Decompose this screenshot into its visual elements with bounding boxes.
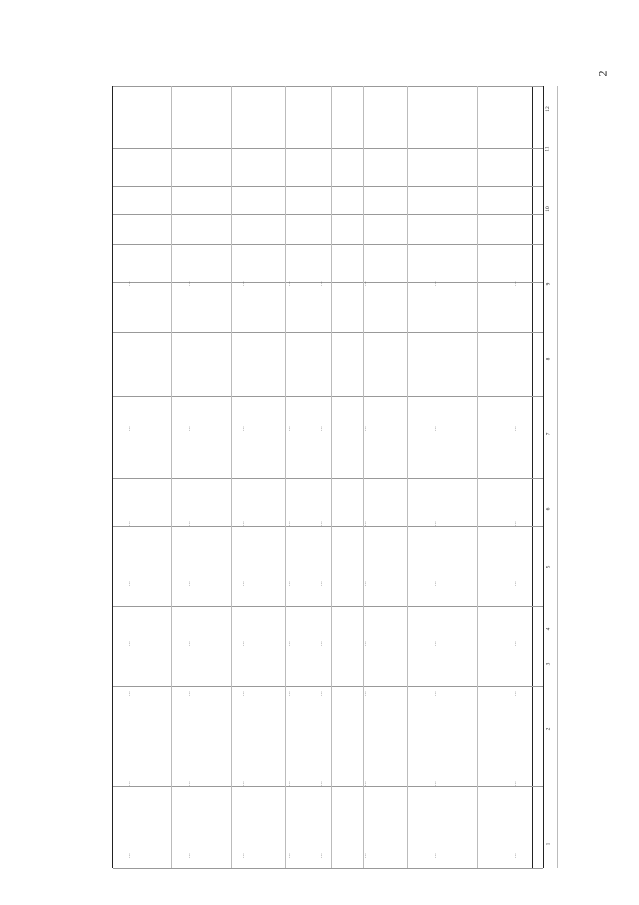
table-cell-end: … [287, 581, 292, 586]
row-separator [231, 86, 232, 868]
table-cell-result: … [433, 521, 438, 526]
table-cell-code: … [363, 426, 368, 431]
grid-line [113, 186, 543, 187]
table-cell-description: … [241, 781, 246, 786]
table-cell-end: … [319, 581, 324, 586]
table-cell-value: … [187, 281, 192, 286]
grid-line [113, 686, 543, 687]
table-cell-end: … [513, 581, 518, 586]
table-cell-result: … [127, 521, 132, 526]
table-cell-executor: … [363, 691, 368, 696]
row-separator [331, 86, 332, 868]
header-band [532, 86, 543, 868]
table-cell-description: … [433, 781, 438, 786]
table-cell-description: … [127, 781, 132, 786]
grid-line [113, 396, 543, 397]
table-cell-start: … [127, 641, 132, 646]
table-cell-executor: … [287, 691, 292, 696]
grid-line [113, 86, 543, 87]
column-header-number: 9 [545, 282, 552, 286]
table-cell-result: … [319, 521, 324, 526]
table-cell-description: … [513, 781, 518, 786]
column-header-number: 7 [545, 432, 552, 436]
table-cell-event: … [127, 853, 132, 858]
table-cell-start: … [513, 641, 518, 646]
table-cell-result: … [363, 521, 368, 526]
table-cell-result: … [241, 521, 246, 526]
table-cell-executor: … [513, 691, 518, 696]
table-cell-value: … [127, 281, 132, 286]
grid-line [113, 244, 543, 245]
table-cell-code: … [287, 426, 292, 431]
table-cell-start: … [187, 641, 192, 646]
table-cell-executor: … [127, 691, 132, 696]
table-cell-value: … [241, 281, 246, 286]
table-cell-result: … [287, 521, 292, 526]
table-cell-result: … [187, 521, 192, 526]
table-cell-start: … [287, 641, 292, 646]
table-cell-description: … [287, 781, 292, 786]
table-cell-value: … [513, 281, 518, 286]
column-header-number: 12 [544, 106, 551, 112]
table-cell-value: … [287, 281, 292, 286]
table-cell-end: … [127, 581, 132, 586]
table-cell-executor: … [433, 691, 438, 696]
table-cell-code: … [241, 426, 246, 431]
grid-line [113, 148, 543, 149]
grid-line [113, 526, 543, 527]
column-header-number: 6 [545, 507, 552, 511]
table-cell-start: … [241, 641, 246, 646]
table-cell-start: … [433, 641, 438, 646]
table-cell-code: … [319, 426, 324, 431]
table-cell-description: … [363, 781, 368, 786]
column-header-number: 1 [545, 842, 552, 846]
column-header-number: 3 [545, 662, 552, 666]
table-cell-value: … [363, 281, 368, 286]
table-cell-executor: … [319, 691, 324, 696]
column-header-number: 10 [544, 206, 551, 212]
data-table [112, 86, 552, 868]
table-cell-code: … [187, 426, 192, 431]
table-cell-end: … [363, 581, 368, 586]
column-header-number: 5 [545, 565, 552, 569]
row-separator [477, 86, 478, 868]
grid-line [113, 786, 543, 787]
table-cell-description: … [187, 781, 192, 786]
table-cell-event: … [241, 853, 246, 858]
row-separator [363, 86, 364, 868]
row-separator [285, 86, 286, 868]
table-cell-event: … [187, 853, 192, 858]
table-cell-event: … [319, 853, 324, 858]
table-cell-end: … [433, 581, 438, 586]
grid-line [113, 332, 543, 333]
page-number: 2 [595, 70, 610, 77]
table-cell-end: … [187, 581, 192, 586]
table-cell-result: … [513, 521, 518, 526]
table-cell-event: … [513, 853, 518, 858]
table-cell-event: … [287, 853, 292, 858]
table-cell-code: … [433, 426, 438, 431]
table-cell-end: … [241, 581, 246, 586]
table-cell-code: … [127, 426, 132, 431]
table-cell-start: … [363, 641, 368, 646]
table-cell-executor: … [187, 691, 192, 696]
grid-line [113, 606, 543, 607]
table-cell-event: … [433, 853, 438, 858]
table-cell-code: … [513, 426, 518, 431]
table-cell-value: … [433, 281, 438, 286]
table-cell-start: … [319, 641, 324, 646]
grid-line [113, 868, 543, 869]
column-header-number: 2 [545, 727, 552, 731]
table-cell-description: … [319, 781, 324, 786]
row-separator [407, 86, 408, 868]
grid-line [113, 478, 543, 479]
grid-line [113, 214, 543, 215]
column-header-number: 11 [544, 146, 551, 152]
column-header-number: 8 [545, 357, 552, 361]
row-separator [557, 86, 558, 868]
table-cell-event: … [363, 853, 368, 858]
column-header-number: 4 [545, 627, 552, 631]
grid-line [113, 282, 543, 283]
table-cell-value: … [319, 281, 324, 286]
table-cell-executor: … [241, 691, 246, 696]
row-separator [171, 86, 172, 868]
